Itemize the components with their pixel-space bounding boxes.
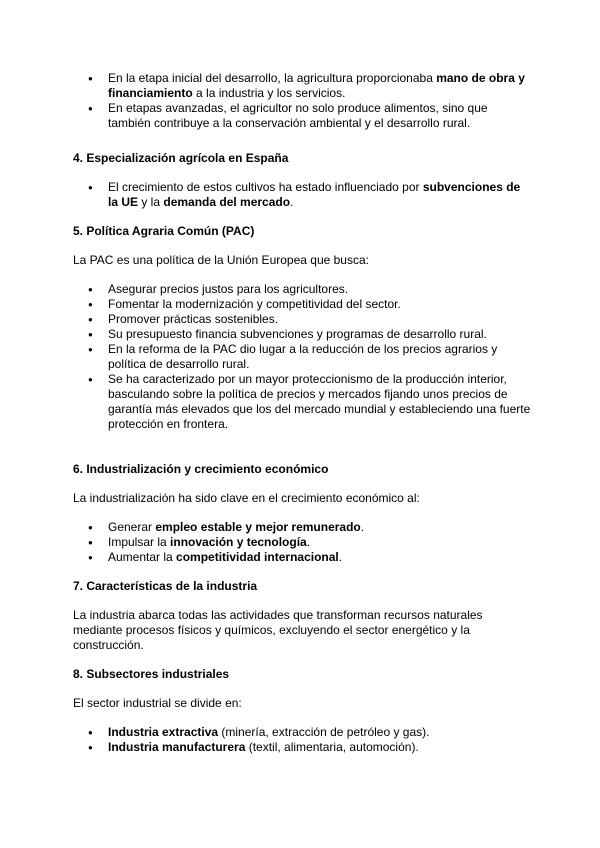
list-item: ● Fomentar la modernización y competitividad del sector. [73,297,533,312]
list-item: ● Asegurar precios justos para los agricultores. [73,282,533,297]
list-item: ● Industria manufacturera (textil, alimentaria, automoción). [73,740,533,755]
section-5-list [73,282,533,432]
section-6-list [73,520,533,565]
section-7-text: La industria abarca todas las actividades que transforman recursos naturales mediante procesos físicos y químicos, excluyendo el sector energético y la construcción. [73,608,483,652]
list-item: ● Promover prácticas sostenibles. [73,312,533,327]
list-item: ● Aumentar la competitividad internacional. [73,550,533,565]
section-4-heading: 4. Especialización agrícola en España [73,151,289,165]
section-8-list [73,725,533,755]
list-item: ● Impulsar la innovación y tecnología. [73,535,533,550]
list-item: ● Se ha caracterizado por un mayor proteccionismo de la producción interior, basculando sobre la política de precios y mercados fijando unos precios de garantía más elevados que los del mercado mundial y estableciendo una fuerte protección en frontera. [73,372,533,432]
list-item: ● En etapas avanzadas, el agricultor no solo produce alimentos, sino que también contribuye a la conservación ambiental y el desarrollo rural. [73,101,533,131]
section-4-list [73,180,533,210]
document-content [73,71,533,755]
list-item: ● En la reforma de la PAC dio lugar a la reducción de los precios agrarios y política de desarrollo rural. [73,342,533,372]
intro-list [73,71,533,131]
section-7-heading: 7. Características de la industria [73,579,258,593]
list-item: ● En la etapa inicial del desarrollo, la agricultura proporcionaba mano de obra y financiamiento a la industria y los servicios. [73,71,533,101]
section-6-intro: La industrialización ha sido clave en el crecimiento económico al: [73,491,420,505]
list-item: ● Industria extractiva (minería, extracción de petróleo y gas). [73,725,533,740]
list-item: ● Su presupuesto financia subvenciones y programas de desarrollo rural. [73,327,533,342]
list-item: ● Generar empleo estable y mejor remunerado. [73,520,533,535]
section-8-intro: El sector industrial se divide en: [73,696,242,710]
section-6-heading: 6. Industrialización y crecimiento económico [73,462,329,476]
section-5-intro: La PAC es una política de la Unión Europea que busca: [73,253,369,267]
section-8-heading: 8. Subsectores industriales [73,667,230,681]
list-item: ● El crecimiento de estos cultivos ha estado influenciado por subvenciones de la UE y la demanda del mercado. [73,180,533,210]
section-5-heading: 5. Política Agraria Común (PAC) [73,224,255,238]
